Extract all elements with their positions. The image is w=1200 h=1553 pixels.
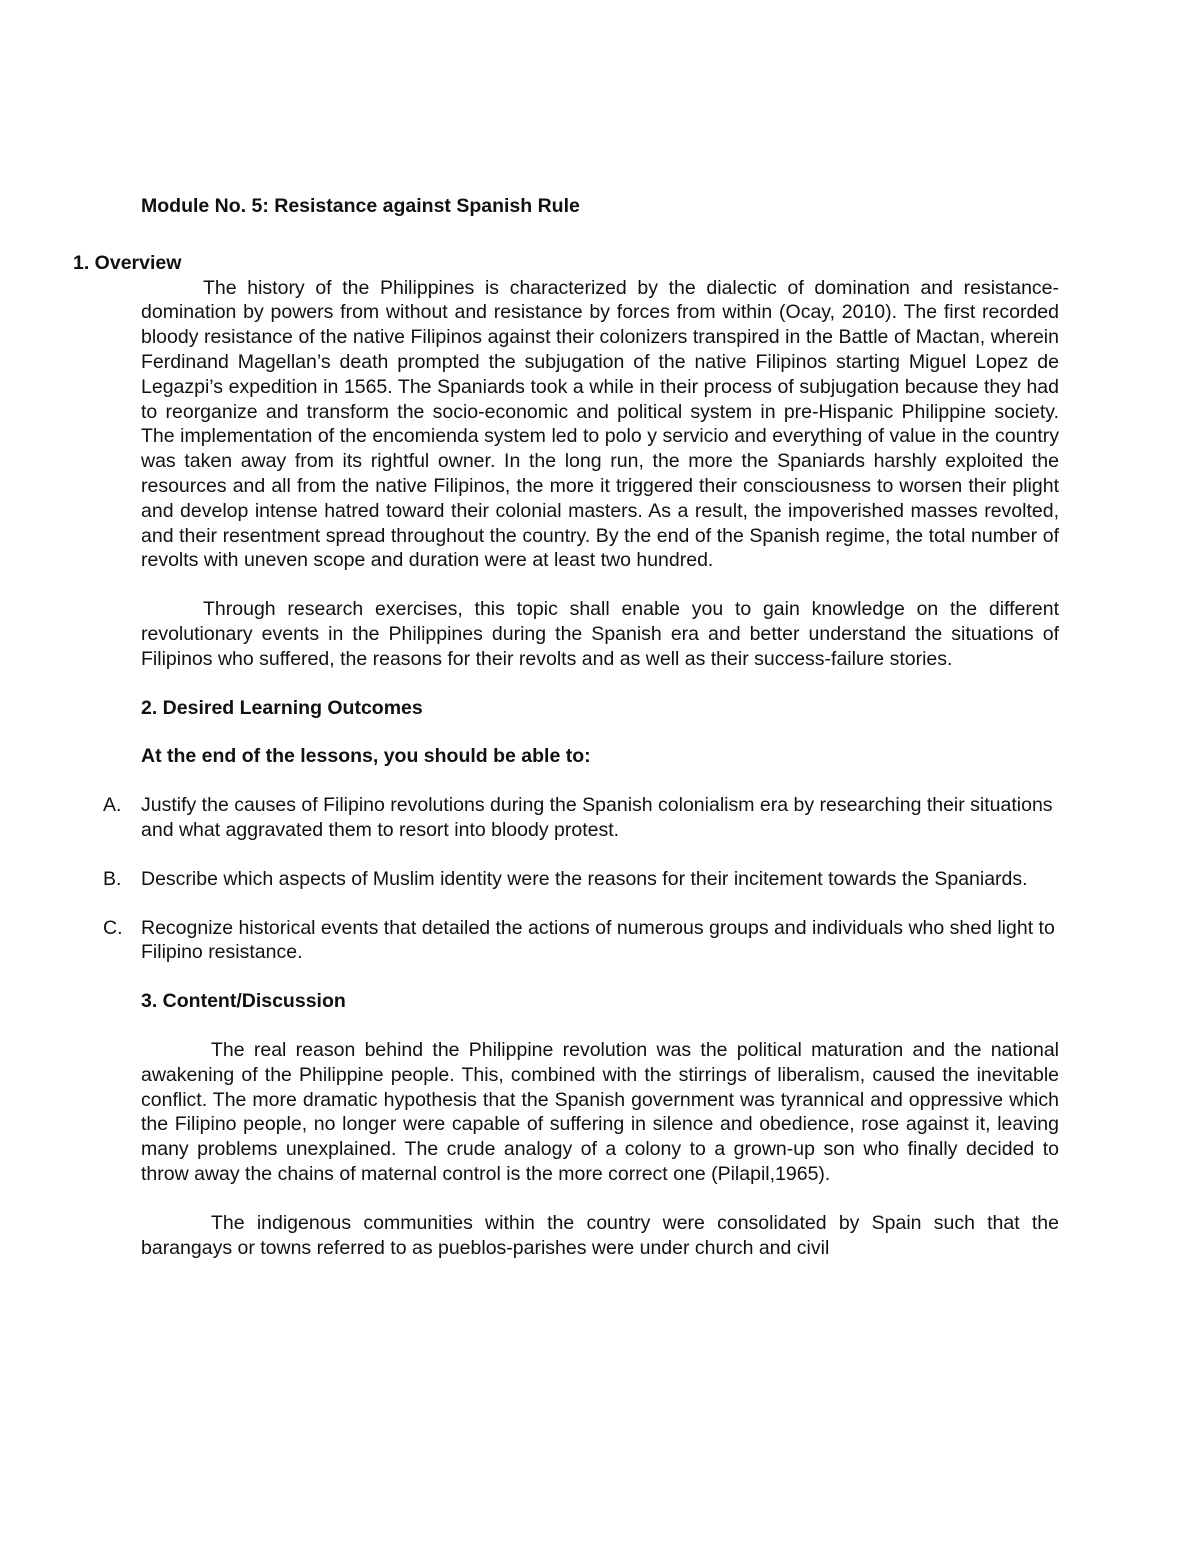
outcome-text: Justify the causes of Filipino revolutions during the Spanish colonialism era by researching their situations and what aggravated them to resort into bloody protest. xyxy=(141,794,1053,841)
outcome-letter: C. xyxy=(103,916,123,939)
outcome-item-b xyxy=(103,867,1059,892)
outcome-item-c xyxy=(103,916,1059,966)
outcomes-heading: 2. Desired Learning Outcomes xyxy=(141,696,423,719)
outcome-letter: A. xyxy=(103,794,122,817)
module-title: Module No. 5: Resistance against Spanish Rule xyxy=(141,195,580,217)
outcome-text: Recognize historical events that detailed the actions of numerous groups and individuals who shed light to Filipino resistance. xyxy=(141,916,1055,964)
outcome-letter: B. xyxy=(103,867,122,890)
overview-paragraph-1: The history of the Philippines is characterized by the dialectic of domination and resistance-domination by powers from without and resistance by forces from within (Ocay, 2010). The first recorded bloody resistance of the native Filipinos against their colonizers transpired in the Battle of Mactan, wherein Ferdinand Magellan’s death prompted the subjugation of the native Filipinos starting Miguel Lopez de Legazpi’s expedition in 1565. The Spaniards took a while in their process of subjugation because they had to reorganize and transform the socio-economic and political system in pre-Hispanic Philippine society. The implementation of the encomienda system led to polo y servicio and everything of value in the country was taken away from its rightful owner. In the long run, the more the Spaniards harshly exploited the resources and all from the native Filipinos, the more it triggered their consciousness to worsen their plight and develop intense hatred toward their colonial masters. As a result, the impoverished masses revolted, and their resentment spread throughout the country. By the end of the Spanish regime, the total number of revolts with uneven scope and duration were at least two hundred. xyxy=(141,276,1059,572)
content-paragraph-1: The real reason behind the Philippine revolution was the political maturation and the national awakening of the Philippine people. This, combined with the stirrings of liberalism, caused the inevitable conflict. The more dramatic hypothesis that the Spanish government was tyrannical and oppressive which the Filipino people, no longer were capable of suffering in silence and obedience, rose against it, leaving many problems unexplained. The crude analogy of a colony to a grown-up son who finally decided to throw away the chains of maternal control is the more correct one (Pilapil,1965). xyxy=(141,1038,1059,1185)
content-heading: 3. Content/Discussion xyxy=(141,990,346,1013)
overview-heading: 1. Overview xyxy=(73,251,182,274)
overview-paragraph-2: Through research exercises, this topic shall enable you to gain knowledge on the different revolutionary events in the Philippines during the Spanish era and better understand the situations of Filipinos who suffered, the reasons for their revolts and as well as their success-failure stories. xyxy=(141,598,1059,670)
outcome-item-a xyxy=(103,793,1059,843)
spacer xyxy=(141,672,1059,696)
outcome-text: Describe which aspects of Muslim identity were the reasons for their incitement towards the Spaniards. xyxy=(141,867,1028,890)
document-body xyxy=(73,194,1059,1260)
content-paragraph-2: The indigenous communities within the country were consolidated by Spain such that the barangays or towns referred to as pueblos-parishes were under church and civil xyxy=(141,1211,1059,1259)
outcomes-lead: At the end of the lessons, you should be able to: xyxy=(141,745,591,768)
